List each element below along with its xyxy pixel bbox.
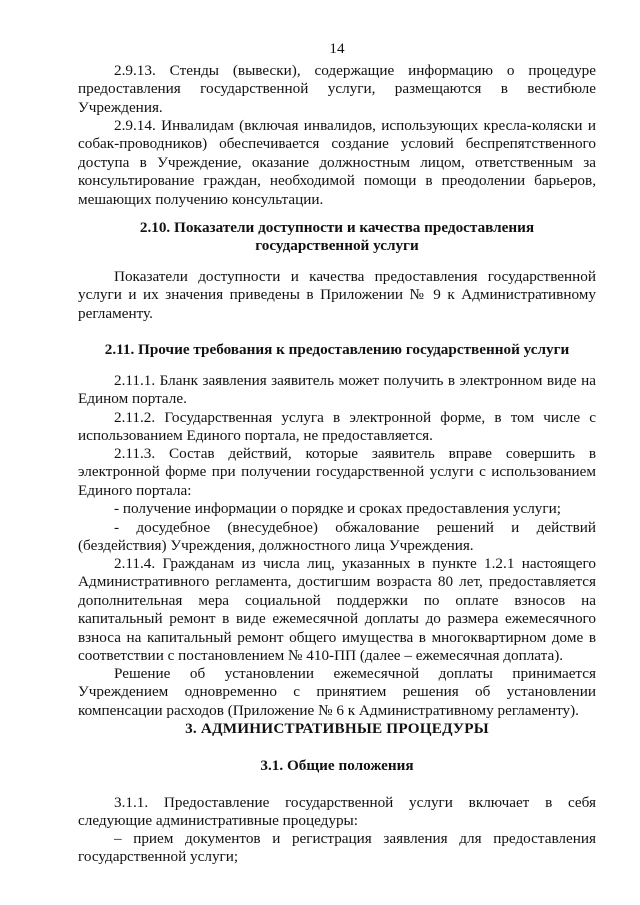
paragraph-decision: Решение об установлении ежемесячной доплаты принимается Учреждением одновременно с принятием решения об установлении компенсации расходов (Приложение № 6 к Административному регламенту). bbox=[78, 665, 596, 719]
paragraph-2-11-4: 2.11.4. Гражданам из числа лиц, указанных в пункте 1.2.1 настоящего Административного регламента, достигшим возраста 80 лет, предоставляется дополнительная мера социальной поддержки по оплате взносов на капитальный ремонт в виде ежемесячной доплаты до размера ежемесячного взноса на капитальный ремонт общего имущества в многоквартирном доме в соответствии с постановлением № 410-ПП (далее – ежемесячная доплата). bbox=[78, 555, 596, 665]
paragraph-2-11-1: 2.11.1. Бланк заявления заявитель может получить в электронном виде на Едином портале. bbox=[78, 372, 596, 408]
list-item-appeal: - досудебное (внесудебное) обжалование решений и действий (бездействия) Учреждения, должностного лица Учреждения. bbox=[78, 519, 596, 555]
paragraph-2-9-14: 2.9.14. Инвалидам (включая инвалидов, использующих кресла-коляски и собак-проводников) обеспечивается создание условий беспрепятственного доступа в Учреждение, оказание должностным лицом, ответственным за консультирование граждан, необходимой помощи в преодолении барьеров, мешающих получению консультации. bbox=[78, 117, 596, 208]
paragraph-2-10-body: Показатели доступности и качества предоставления государственной услуги и их значения приведены в Приложении № 9 к Административному регламенту. bbox=[78, 268, 596, 322]
page-number: 14 bbox=[329, 40, 345, 57]
section-heading-2-10: 2.10. Показатели доступности и качества предоставления государственной услуги bbox=[139, 219, 535, 255]
list-item-reception: – прием документов и регистрация заявления для предоставления государственной услуги; bbox=[78, 830, 596, 866]
section-heading-2-11: 2.11. Прочие требования к предоставлению государственной услуги bbox=[104, 341, 570, 358]
paragraph-3-1-1: 3.1.1. Предоставление государственной услуги включает в себя следующие административные процедуры: bbox=[78, 794, 596, 830]
paragraph-2-9-13: 2.9.13. Стенды (вывески), содержащие информацию о процедуре предоставления государственной услуги, размещаются в вестибюле Учреждения. bbox=[78, 62, 596, 116]
paragraph-2-11-3: 2.11.3. Состав действий, которые заявитель вправе совершить в электронной форме при получении государственной услуги с использованием Единого портала: bbox=[78, 445, 596, 499]
section-heading-3: 3. АДМИНИСТРАТИВНЫЕ ПРОЦЕДУРЫ bbox=[185, 720, 489, 737]
list-item-info: - получение информации о порядке и сроках предоставления услуги; bbox=[114, 500, 561, 517]
paragraph-2-11-2: 2.11.2. Государственная услуга в электронной форме, в том числе с использованием Единого портала, не предоставляется. bbox=[78, 409, 596, 445]
section-heading-3-1: 3.1. Общие положения bbox=[260, 757, 414, 774]
